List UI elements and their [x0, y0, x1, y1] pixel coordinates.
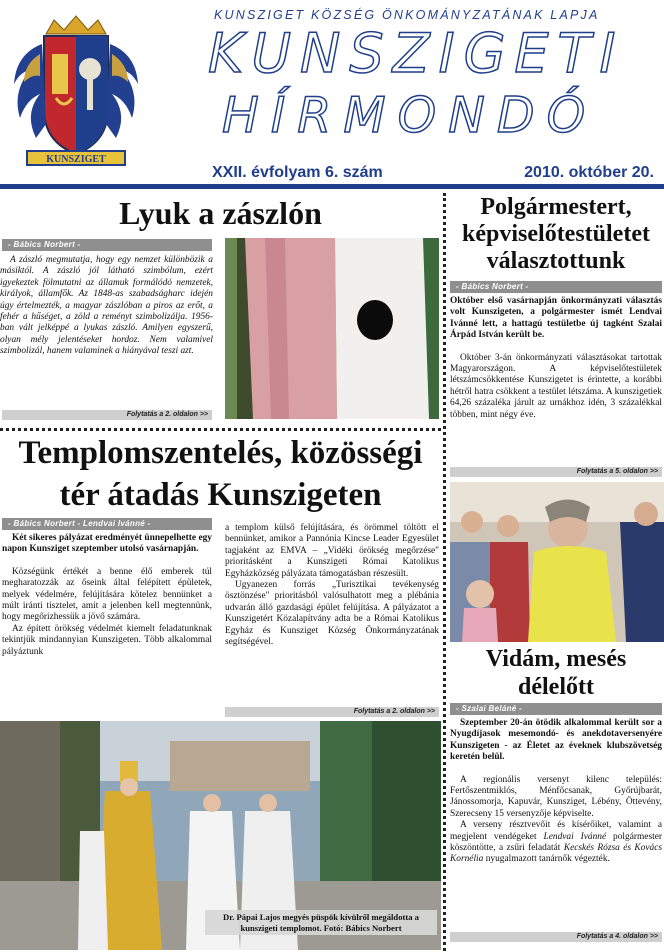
- flag-article-headline: Lyuk a zászlón: [119, 195, 322, 231]
- church-article-col1: [2, 533, 212, 658]
- flag-article-continued[interactable]: Folytatás a 2. oldalon >>: [2, 410, 212, 420]
- church-photo-caption: Dr. Pápai Lajos megyés püspök kívülről megáldotta a kunszigeti templomot. Fotó: Bábics Norbert: [205, 910, 437, 935]
- storytelling-photo: [450, 482, 664, 642]
- church-article-para4: Ugyanezen forrás „Turisztikai tevékenység ösztönzése" prioritásból valósulhatott meg a plébánia udvarán álló gazdasági épület felújítása. A pályázatot a Kunszigetért Közalapítvány adta be a Római Katolikus Egyház és Kunsziget Község Önkormányzatának segítségével.: [225, 580, 439, 648]
- church-article-continued[interactable]: Folytatás a 2. oldalon >>: [225, 707, 439, 717]
- election-continued[interactable]: Folytatás a 5. oldalon >>: [450, 467, 662, 477]
- morning-headline-line2: délelőtt: [518, 674, 594, 700]
- church-article-lead: Két sikeres pályázat eredményét ünnepelhette egy napon Kunsziget szeptember utolsó vasárnapján.: [2, 533, 212, 555]
- morning-para2: [450, 820, 662, 866]
- flag-article-body: [0, 255, 213, 358]
- flag-article-byline: - Bábics Norbert -: [2, 239, 212, 251]
- morning-byline: - Szalai Beláné -: [450, 703, 662, 715]
- election-body: [450, 296, 662, 421]
- issue-date: 2010. október 20.: [524, 164, 654, 181]
- morning-headline-line1: Vidám, mesés: [485, 646, 627, 672]
- morning-para1: A regionális versenyt kilenc település: Fertőszentmiklós, Ménfőcsanak, Győrújbarát, Jánossomorja, Kapuvár, Kunsziget, Lébény, Öttevény, Szerecseny 15 versenyzője képviselte.: [450, 774, 662, 819]
- column-separator: [443, 193, 446, 951]
- election-headline-line2: képviselőtestületet: [462, 221, 650, 247]
- article-separator: [0, 428, 441, 431]
- morning-para2-name2: Kecskés Rózsa és Kovács Kornélia: [450, 843, 662, 865]
- church-article-para1: Községünk értékét a benne élő emberek túl megharatozzák az őseink által felépített épületek, melyek védelmére, felújítására kötelez bennünket a múlt iránti tisztelet, amit a jelenben kell megtennünk, hogy megőrizhessük a jövő számára.: [2, 566, 212, 623]
- coat-of-arms-icon: [6, 14, 146, 169]
- church-article-byline: - Bábics Norbert - Lendvai Ivánné -: [2, 518, 212, 530]
- election-lead: Október első vasárnapján önkormányzati választás volt Kunszigeten, a polgármester ismét Lendvai Ivánné lett, a hattagú testületbe új tagként Szalai Árpád István került be.: [450, 296, 662, 341]
- morning-lead: Szeptember 20-án ötödik alkalommal került sor a Nyugdíjasok mesemondó- és anekdotaversenyére Kunszigeten - az Életet az éveknek klubszövetség keretén belül.: [450, 718, 662, 763]
- morning-para2-mid: polgármester köszöntötte, a zsűri feladatát: [450, 831, 662, 854]
- flag-photo: [225, 238, 439, 419]
- church-article-headline-line1: Templomszentelés, közösségi: [18, 435, 423, 471]
- election-byline: - Bábics Norbert -: [450, 281, 662, 293]
- crest-label: KUNSZIGET: [46, 154, 106, 165]
- church-article-col2: [225, 523, 439, 648]
- morning-continued[interactable]: Folytatás a 4. oldalon >>: [450, 932, 662, 942]
- newspaper-title-line2: HÍRMONDÓ: [222, 87, 598, 144]
- church-article-headline-line2: tér átadás Kunszigeten: [59, 477, 382, 513]
- tagline: KUNSZIGET KÖZSÉG ÖNKOMÁNYZATÁNAK LAPJA: [214, 8, 600, 22]
- masthead-rule: [0, 184, 664, 189]
- masthead: [0, 0, 664, 190]
- issue-number: XXII. évfolyam 6. szám: [212, 164, 383, 181]
- flag-article-text: A zászló megmutatja, hogy egy nemzet különbözik a másiktól. A zászló jól látható szimbólum, ezért igyekeztek fölmutatni az államuk formálódó nemzetek, királyok, államfők. Az 1848-as szabadságharc idején úgy értelmezték, a magyar zászlóban a piros az erőt, a fehér a hűséget, a zöld a reményt szimbolizálja. 1956-ban vált jelképpé a lyukas zászló. Amilyen egyszerű, olyan mély jelentéseket hordoz. Nem valamivel szimbolizál, hanem valaminek a hiányával teszi azt.: [0, 255, 213, 357]
- church-article-para2: Az épített örökség védelmét kiemelt feladatunknak tekintjük mindannyian Kunszigeten. Több alkalommal pályáztunk: [2, 623, 212, 657]
- election-text: Október 3-án önkormányzati választásokat tartottak Magyarországon. A képviselőtestületek létszámcsökkentése Kunszigetet is érintette, a korábbi hétről hatra csökkent a testület létszáma. A kunszigetiek 64,26 százaléka járult az urnákhoz idén, 3 százalékkal többen, mint négy éve.: [450, 352, 662, 420]
- morning-para2-name1: Lendvai Ivánné: [543, 831, 607, 842]
- morning-para2-post: nyugalmazott tanárnők végezték.: [483, 854, 610, 865]
- morning-para2-pre: A verseny résztvevőit és kísérőiket, valamint a megjelent vendégeket: [450, 820, 662, 842]
- election-headline-line1: Polgármestert,: [480, 194, 632, 220]
- newspaper-title-line1: KUNSZIGETI: [208, 22, 625, 85]
- church-article-para3: a templom külső felújítására, és örömmel töltött el bennünket, amikor a Pannónia Kincse Leader Egyesület tagjaként az EMVA – „Vidéki örökség megőrzése" prioritásként a Kunszigeti Római Katolikus Egyházközség pályázata támogatásban részesült.: [225, 523, 439, 579]
- election-headline-line3: választottunk: [486, 248, 626, 274]
- morning-body: [450, 718, 662, 866]
